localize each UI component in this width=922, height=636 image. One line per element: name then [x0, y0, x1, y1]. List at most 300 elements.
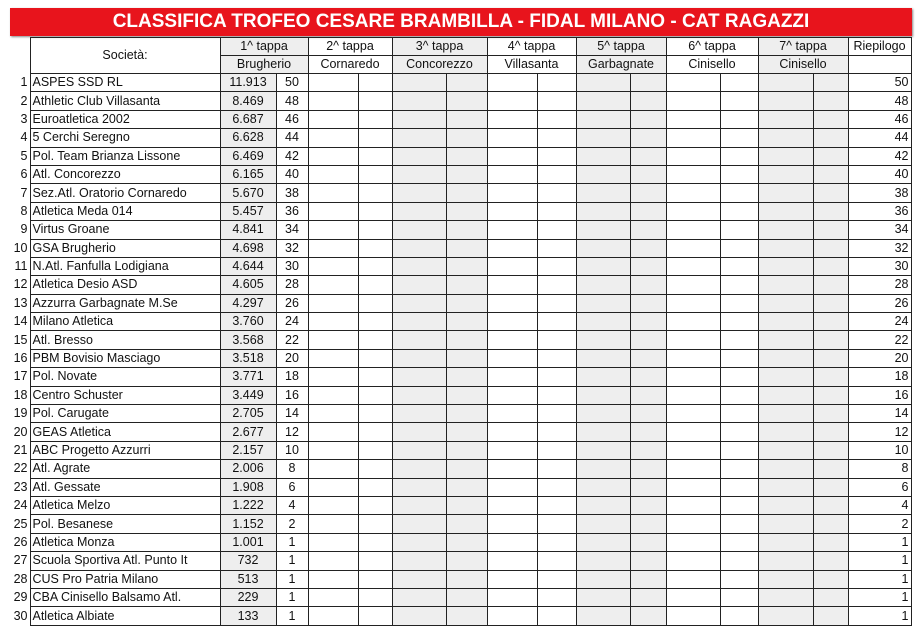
stage-3-score — [392, 441, 446, 459]
stage-4-score — [487, 460, 537, 478]
stage-2-points — [358, 257, 392, 275]
stage-7-points — [813, 129, 848, 147]
stage-3-points — [446, 405, 487, 423]
team-name: GEAS Atletica — [30, 423, 220, 441]
stage-1-score: 2.677 — [220, 423, 276, 441]
stage-1-points: 1 — [276, 533, 308, 551]
table-row — [10, 74, 911, 92]
stage-6-score — [666, 202, 720, 220]
stage-7-score — [758, 349, 813, 367]
stage-1-points: 34 — [276, 221, 308, 239]
stage-4-points — [537, 533, 576, 551]
stage-4-points — [537, 221, 576, 239]
stage-4-score — [487, 276, 537, 294]
stage-6-points — [720, 74, 758, 92]
stage-7-score — [758, 239, 813, 257]
stage-2-points — [358, 221, 392, 239]
stage-2-score — [308, 570, 358, 588]
stage-7-score — [758, 515, 813, 533]
stage-3-score — [392, 349, 446, 367]
stage-3-score — [392, 257, 446, 275]
stage-2-points — [358, 165, 392, 183]
stage-6-points — [720, 221, 758, 239]
stage-1-score: 5.457 — [220, 202, 276, 220]
stage-6-points — [720, 147, 758, 165]
summary-total: 12 — [848, 423, 911, 441]
stage-2-points — [358, 607, 392, 625]
stage-3-score — [392, 276, 446, 294]
stage-5-score — [576, 533, 630, 551]
stage-4-score — [487, 257, 537, 275]
stage-1-score: 3.449 — [220, 386, 276, 404]
table-row — [10, 221, 911, 239]
stage-6-place: Cinisello — [666, 56, 758, 74]
stage-1-score: 4.297 — [220, 294, 276, 312]
stage-7-points — [813, 92, 848, 110]
table-row — [10, 496, 911, 514]
stage-5-points — [630, 313, 666, 331]
stage-4-points — [537, 441, 576, 459]
stage-4-score — [487, 552, 537, 570]
stage-5-score — [576, 165, 630, 183]
stage-4-score — [487, 239, 537, 257]
table-row — [10, 607, 911, 625]
stage-1-points: 20 — [276, 349, 308, 367]
summary-total: 16 — [848, 386, 911, 404]
stage-1-score: 3.771 — [220, 368, 276, 386]
stage-6-points — [720, 331, 758, 349]
stage-1-score: 3.568 — [220, 331, 276, 349]
stage-7-label: 7^ tappa — [758, 38, 848, 56]
stage-4-points — [537, 552, 576, 570]
summary-total: 36 — [848, 202, 911, 220]
stage-6-score — [666, 276, 720, 294]
stage-2-points — [358, 331, 392, 349]
stage-1-points: 50 — [276, 74, 308, 92]
stage-7-score — [758, 607, 813, 625]
rank-number: 20 — [10, 423, 30, 441]
stage-3-points — [446, 533, 487, 551]
stage-2-place: Cornaredo — [308, 56, 392, 74]
stage-4-points — [537, 129, 576, 147]
stage-5-score — [576, 515, 630, 533]
stage-5-score — [576, 257, 630, 275]
stage-2-points — [358, 460, 392, 478]
stage-5-score — [576, 460, 630, 478]
stage-6-label: 6^ tappa — [666, 38, 758, 56]
rank-number: 27 — [10, 552, 30, 570]
team-name: Atl. Gessate — [30, 478, 220, 496]
stage-6-score — [666, 74, 720, 92]
stage-3-points — [446, 460, 487, 478]
stage-4-points — [537, 588, 576, 606]
stage-2-points — [358, 496, 392, 514]
stage-6-points — [720, 349, 758, 367]
stage-2-points — [358, 423, 392, 441]
stage-6-score — [666, 184, 720, 202]
stage-7-points — [813, 239, 848, 257]
summary-total: 1 — [848, 552, 911, 570]
stage-6-points — [720, 202, 758, 220]
stage-7-points — [813, 588, 848, 606]
stage-5-score — [576, 441, 630, 459]
stage-5-points — [630, 221, 666, 239]
stage-6-points — [720, 313, 758, 331]
summary-subheader — [848, 56, 911, 74]
stage-5-points — [630, 276, 666, 294]
team-name: ABC Progetto Azzurri — [30, 441, 220, 459]
rank-number: 5 — [10, 147, 30, 165]
stage-1-points: 22 — [276, 331, 308, 349]
stage-7-points — [813, 74, 848, 92]
stage-7-place: Cinisello — [758, 56, 848, 74]
stage-3-points — [446, 202, 487, 220]
stage-2-score — [308, 129, 358, 147]
stage-6-points — [720, 294, 758, 312]
stage-1-points: 24 — [276, 313, 308, 331]
stage-7-points — [813, 496, 848, 514]
stage-7-score — [758, 423, 813, 441]
stage-3-points — [446, 294, 487, 312]
stage-4-score — [487, 184, 537, 202]
stage-1-points: 2 — [276, 515, 308, 533]
stage-2-score — [308, 165, 358, 183]
stage-5-points — [630, 405, 666, 423]
stage-4-score — [487, 92, 537, 110]
team-name: Atletica Melzo — [30, 496, 220, 514]
stage-3-score — [392, 184, 446, 202]
stage-6-score — [666, 496, 720, 514]
stage-5-score — [576, 313, 630, 331]
stage-5-score — [576, 276, 630, 294]
stage-1-score: 513 — [220, 570, 276, 588]
stage-6-score — [666, 368, 720, 386]
stage-3-score — [392, 313, 446, 331]
team-name: Centro Schuster — [30, 386, 220, 404]
stage-4-points — [537, 110, 576, 128]
stage-1-points: 40 — [276, 165, 308, 183]
table-row — [10, 386, 911, 404]
rank-number: 2 — [10, 92, 30, 110]
stage-6-score — [666, 92, 720, 110]
stage-7-points — [813, 147, 848, 165]
stage-6-points — [720, 92, 758, 110]
stage-5-score — [576, 294, 630, 312]
stage-3-points — [446, 570, 487, 588]
table-row — [10, 129, 911, 147]
stage-5-score — [576, 239, 630, 257]
stage-3-label: 3^ tappa — [392, 38, 487, 56]
team-name: CBA Cinisello Balsamo Atl. — [30, 588, 220, 606]
stage-2-points — [358, 276, 392, 294]
stage-7-score — [758, 368, 813, 386]
stage-3-score — [392, 331, 446, 349]
stage-2-score — [308, 331, 358, 349]
stage-4-score — [487, 386, 537, 404]
stage-2-points — [358, 239, 392, 257]
stage-3-place: Concorezzo — [392, 56, 487, 74]
stage-3-points — [446, 110, 487, 128]
stage-4-score — [487, 294, 537, 312]
stage-3-points — [446, 423, 487, 441]
stage-3-score — [392, 552, 446, 570]
rank-number: 3 — [10, 110, 30, 128]
stage-3-points — [446, 276, 487, 294]
stage-3-points — [446, 386, 487, 404]
stage-6-points — [720, 496, 758, 514]
stage-7-points — [813, 276, 848, 294]
rank-number: 4 — [10, 129, 30, 147]
stage-3-score — [392, 405, 446, 423]
stage-2-score — [308, 588, 358, 606]
stage-4-points — [537, 184, 576, 202]
stage-4-score — [487, 588, 537, 606]
stage-4-label: 4^ tappa — [487, 38, 576, 56]
stage-4-score — [487, 74, 537, 92]
stage-7-score — [758, 294, 813, 312]
stage-7-points — [813, 331, 848, 349]
stage-5-score — [576, 607, 630, 625]
stage-7-score — [758, 129, 813, 147]
stage-3-score — [392, 588, 446, 606]
team-name: Scuola Sportiva Atl. Punto It — [30, 552, 220, 570]
stage-2-points — [358, 92, 392, 110]
table-row — [10, 405, 911, 423]
stage-1-score: 11.913 — [220, 74, 276, 92]
stage-4-points — [537, 423, 576, 441]
team-name: Euroatletica 2002 — [30, 110, 220, 128]
rank-number: 29 — [10, 588, 30, 606]
stage-7-score — [758, 588, 813, 606]
stage-4-points — [537, 294, 576, 312]
stage-6-points — [720, 588, 758, 606]
stage-5-score — [576, 202, 630, 220]
stage-4-score — [487, 331, 537, 349]
stage-4-points — [537, 74, 576, 92]
stage-3-score — [392, 368, 446, 386]
rank-number: 12 — [10, 276, 30, 294]
team-name: Pol. Besanese — [30, 515, 220, 533]
stage-2-score — [308, 423, 358, 441]
stage-6-score — [666, 349, 720, 367]
stage-3-score — [392, 478, 446, 496]
stage-6-score — [666, 533, 720, 551]
stage-4-score — [487, 147, 537, 165]
stage-3-score — [392, 110, 446, 128]
stage-1-score: 8.469 — [220, 92, 276, 110]
table-row — [10, 184, 911, 202]
rank-number: 1 — [10, 74, 30, 92]
stage-2-score — [308, 386, 358, 404]
stage-1-score: 6.628 — [220, 129, 276, 147]
stage-2-score — [308, 496, 358, 514]
stage-7-points — [813, 607, 848, 625]
team-name: GSA Brugherio — [30, 239, 220, 257]
stage-3-points — [446, 552, 487, 570]
rank-number: 11 — [10, 257, 30, 275]
team-name: Pol. Novate — [30, 368, 220, 386]
stage-6-score — [666, 515, 720, 533]
stage-1-points: 8 — [276, 460, 308, 478]
stage-4-points — [537, 368, 576, 386]
stage-6-points — [720, 533, 758, 551]
stage-3-points — [446, 129, 487, 147]
rank-number: 13 — [10, 294, 30, 312]
stage-2-points — [358, 478, 392, 496]
stage-6-points — [720, 129, 758, 147]
stage-2-score — [308, 368, 358, 386]
stage-4-points — [537, 313, 576, 331]
stage-3-points — [446, 184, 487, 202]
stage-7-score — [758, 257, 813, 275]
stage-7-points — [813, 202, 848, 220]
stage-4-points — [537, 239, 576, 257]
stage-6-points — [720, 515, 758, 533]
stage-2-score — [308, 607, 358, 625]
summary-total: 50 — [848, 74, 911, 92]
stage-1-score: 4.644 — [220, 257, 276, 275]
stage-6-score — [666, 257, 720, 275]
stage-7-score — [758, 184, 813, 202]
stage-2-label: 2^ tappa — [308, 38, 392, 56]
stage-7-points — [813, 515, 848, 533]
stage-2-points — [358, 110, 392, 128]
table-row — [10, 515, 911, 533]
table-row — [10, 570, 911, 588]
summary-total: 20 — [848, 349, 911, 367]
stage-6-points — [720, 607, 758, 625]
stage-3-points — [446, 165, 487, 183]
rank-number: 19 — [10, 405, 30, 423]
table-row — [10, 294, 911, 312]
stage-4-points — [537, 147, 576, 165]
stage-1-score: 1.222 — [220, 496, 276, 514]
stage-4-points — [537, 276, 576, 294]
stage-6-points — [720, 276, 758, 294]
summary-total: 46 — [848, 110, 911, 128]
stage-2-score — [308, 552, 358, 570]
stage-7-score — [758, 74, 813, 92]
stage-6-points — [720, 386, 758, 404]
table-row — [10, 349, 911, 367]
table-row — [10, 331, 911, 349]
stage-5-score — [576, 386, 630, 404]
stage-5-score — [576, 147, 630, 165]
stage-6-score — [666, 478, 720, 496]
stage-5-points — [630, 239, 666, 257]
stage-7-score — [758, 276, 813, 294]
stage-1-points: 1 — [276, 588, 308, 606]
summary-total: 4 — [848, 496, 911, 514]
stage-6-score — [666, 441, 720, 459]
stage-2-score — [308, 202, 358, 220]
stage-5-score — [576, 496, 630, 514]
stage-4-score — [487, 515, 537, 533]
stage-2-score — [308, 478, 358, 496]
stage-3-points — [446, 74, 487, 92]
stage-4-points — [537, 257, 576, 275]
stage-6-score — [666, 570, 720, 588]
stage-4-points — [537, 331, 576, 349]
stage-7-points — [813, 552, 848, 570]
stage-6-points — [720, 552, 758, 570]
stage-7-points — [813, 533, 848, 551]
stage-4-score — [487, 496, 537, 514]
stage-5-points — [630, 533, 666, 551]
stage-2-points — [358, 368, 392, 386]
summary-total: 18 — [848, 368, 911, 386]
stage-4-score — [487, 441, 537, 459]
stage-1-score: 4.698 — [220, 239, 276, 257]
stage-3-score — [392, 165, 446, 183]
stage-2-points — [358, 515, 392, 533]
rank-number: 17 — [10, 368, 30, 386]
stage-1-place: Brugherio — [220, 56, 308, 74]
stage-6-score — [666, 405, 720, 423]
stage-4-score — [487, 478, 537, 496]
stage-6-score — [666, 239, 720, 257]
stage-1-points: 36 — [276, 202, 308, 220]
stage-6-score — [666, 552, 720, 570]
summary-total: 22 — [848, 331, 911, 349]
stage-1-points: 18 — [276, 368, 308, 386]
stage-1-points: 30 — [276, 257, 308, 275]
stage-2-score — [308, 184, 358, 202]
stage-7-points — [813, 110, 848, 128]
stage-3-points — [446, 257, 487, 275]
team-name: ASPES SSD RL — [30, 74, 220, 92]
stage-2-points — [358, 588, 392, 606]
stage-1-score: 1.908 — [220, 478, 276, 496]
table-row — [10, 92, 911, 110]
stage-1-score: 2.157 — [220, 441, 276, 459]
stage-7-points — [813, 165, 848, 183]
stage-1-points: 32 — [276, 239, 308, 257]
stage-4-score — [487, 129, 537, 147]
stage-1-points: 42 — [276, 147, 308, 165]
stage-7-points — [813, 460, 848, 478]
stage-7-score — [758, 147, 813, 165]
stage-3-points — [446, 588, 487, 606]
stage-6-score — [666, 110, 720, 128]
stage-5-score — [576, 129, 630, 147]
stage-5-score — [576, 92, 630, 110]
stage-2-points — [358, 349, 392, 367]
stage-3-points — [446, 239, 487, 257]
summary-total: 34 — [848, 221, 911, 239]
table-row — [10, 313, 911, 331]
stage-5-points — [630, 607, 666, 625]
stage-7-score — [758, 202, 813, 220]
stage-7-score — [758, 441, 813, 459]
stage-1-points: 26 — [276, 294, 308, 312]
stage-5-points — [630, 294, 666, 312]
stage-2-points — [358, 533, 392, 551]
summary-total: 24 — [848, 313, 911, 331]
summary-total: 26 — [848, 294, 911, 312]
team-name: 5 Cerchi Seregno — [30, 129, 220, 147]
stage-4-points — [537, 607, 576, 625]
stage-4-score — [487, 570, 537, 588]
stage-6-score — [666, 294, 720, 312]
stage-2-score — [308, 239, 358, 257]
stage-4-points — [537, 349, 576, 367]
stage-5-points — [630, 202, 666, 220]
stage-5-points — [630, 441, 666, 459]
stage-1-score: 4.605 — [220, 276, 276, 294]
stage-3-score — [392, 386, 446, 404]
stage-6-points — [720, 239, 758, 257]
